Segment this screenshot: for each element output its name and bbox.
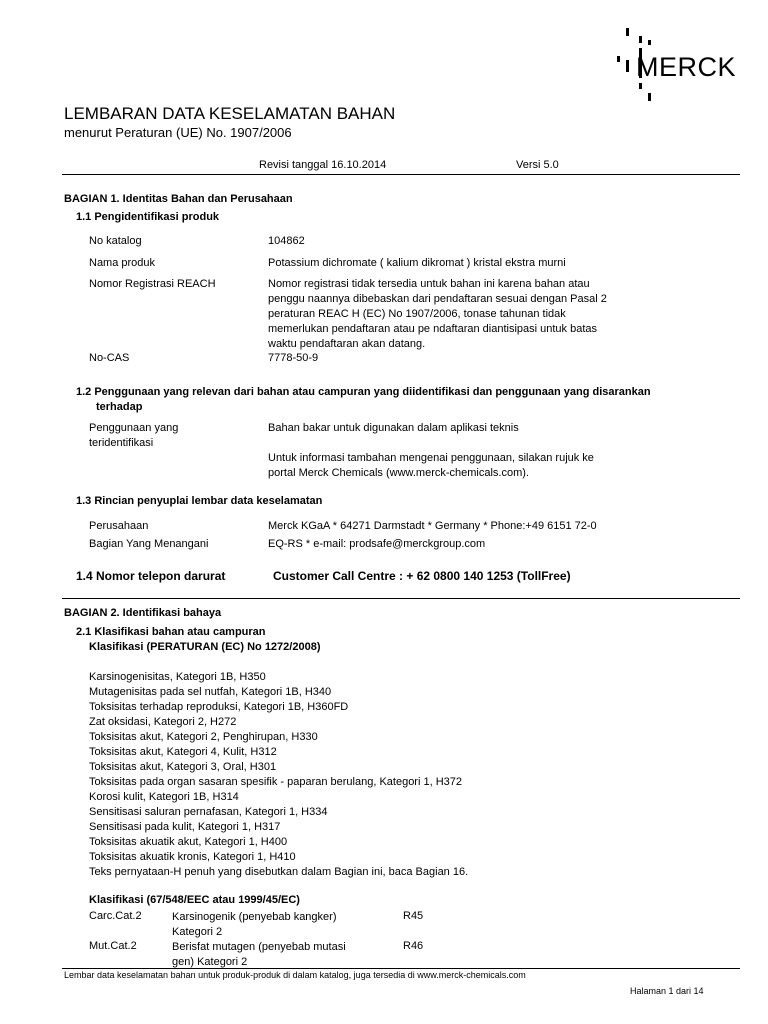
section-2-1-subheading: Klasifikasi (PERATURAN (EC) No 1272/2008) [89,641,321,653]
logo-dot [639,83,642,89]
company-label: Perusahaan [89,520,149,532]
logo-dot [648,40,651,45]
document-title: LEMBARAN DATA KESELAMATAN BAHAN [64,104,396,123]
section-1-4-heading: 1.4 Nomor telepon darurat [76,569,226,583]
eec-risk: R45 [403,910,424,922]
logo-dot [626,60,629,72]
use-info-line: Untuk informasi tambahan mengenai penggunaan, silakan rujuk ke [268,452,594,464]
eec-desc-line: gen) Kategori 2 [172,956,248,968]
logo-dot [626,28,629,36]
product-name-value: Potassium dichromate ( kalium dikromat ) kristal ekstra murni [268,257,566,269]
catalog-value: 104862 [268,235,305,247]
company-value: Merck KGaA * 64271 Darmstadt * Germany * Phone:+49 6151 72-0 [268,520,597,532]
list-item: Mutagenisitas pada sel nutfah, Kategori 1B, H340 [89,686,332,698]
use-info-line: portal Merck Chemicals (www.merck-chemicals.com). [268,467,529,479]
logo-wordmark: MERCK [636,52,737,82]
eec-heading: Klasifikasi (67/548/EEC atau 1999/45/EC) [89,894,300,906]
use-label-line: teridentifikasi [89,437,154,449]
reach-line: memerlukan pendaftaran atau pe ndaftaran diantisipasi untuk batas [268,323,597,335]
catalog-label: No katalog [89,235,142,247]
list-item: Sensitisasi pada kulit, Kategori 1, H317 [89,821,281,833]
list-item: Sensitisasi saluran pernafasan, Kategori 1, H334 [89,806,328,818]
classification-list [89,670,462,865]
section-1-1-heading: 1.1 Pengidentifikasi produk [76,211,220,223]
logo-dot [639,36,642,43]
use-label [89,421,259,451]
reach-line: Nomor registrasi tidak tersedia untuk bahan ini karena bahan atau [268,278,590,290]
cas-label: No-CAS [89,352,130,364]
eec-desc-line: Karsinogenik (penyebab kangker) [172,911,337,923]
list-item: Toksisitas akut, Kategori 4, Kulit, H312 [89,746,277,758]
list-item: Korosi kulit, Kategori 1B, H314 [89,791,239,803]
reach-line: waktu pendaftaran akan datang. [268,338,426,350]
page-number: Halaman 1 dari 14 [630,986,704,996]
revision-date: Revisi tanggal 16.10.2014 [259,159,387,171]
eec-desc-line: Kategori 2 [172,926,223,938]
divider [62,968,740,969]
list-item: Toksisitas pada organ sasaran spesifik - paparan berulang, Kategori 1, H372 [89,776,463,788]
eec-desc-line: Berisfat mutagen (penyebab mutasi [172,941,346,953]
section-2-1-heading: 2.1 Klasifikasi bahan atau campuran [76,626,266,638]
eec-desc [172,910,337,940]
reach-label: Nomor Registrasi REACH [89,278,216,290]
divider [62,598,740,599]
department-value: EQ-RS * e-mail: prodsafe@merckgroup.com [268,538,486,550]
section-1-3-heading: 1.3 Rincian penyuplai lembar data keselamatan [76,495,323,507]
eec-code: Mut.Cat.2 [89,940,137,952]
reach-line: peraturan REAC H (EC) No 1907/2006, tonase tahunan tidak [268,308,566,320]
reach-line: penggu naannya dibebaskan dari pendaftaran sesuai dengan Pasal 2 [268,293,607,305]
logo-dot [648,93,651,101]
list-item: Toksisitas akut, Kategori 2, Penghirupan, H330 [89,731,318,743]
logo-dot [617,56,620,62]
cas-value: 7778-50-9 [268,352,319,364]
list-item: Zat oksidasi, Kategori 2, H272 [89,716,237,728]
divider [62,174,740,175]
section-1-2-heading-cont: terhadap [96,401,143,413]
document-subtitle: menurut Peraturan (UE) No. 1907/2006 [64,125,292,140]
eec-desc [172,940,346,970]
use-label-line: Penggunaan yang [89,422,179,434]
eec-code: Carc.Cat.2 [89,910,142,922]
use-value: Bahan bakar untuk digunakan dalam aplikasi teknis [268,422,519,434]
list-item: Toksisitas terhadap reproduksi, Kategori 1B, H360FD [89,701,349,713]
section-2-heading: BAGIAN 2. Identifikasi bahaya [64,607,222,619]
h-statement-note: Teks pernyataan-H penuh yang disebutkan dalam Bagian ini, baca Bagian 16. [89,866,469,878]
footer-text: Lembar data keselamatan bahan untuk produk-produk di dalam katalog, juga tersedia di www.merck-chemicals.com [64,970,526,980]
list-item: Toksisitas akuatik akut, Kategori 1, H400 [89,836,288,848]
list-item: Toksisitas akut, Kategori 3, Oral, H301 [89,761,277,773]
section-1-2-heading: 1.2 Penggunaan yang relevan dari bahan atau campuran yang diidentifikasi dan penggunaan yang disarankan [76,386,651,398]
product-name-label: Nama produk [89,257,156,269]
emergency-phone: Customer Call Centre : + 62 0800 140 1253 (TollFree) [273,569,571,583]
eec-risk: R46 [403,940,424,952]
section-1-heading: BAGIAN 1. Identitas Bahan dan Perusahaan [64,193,293,205]
list-item: Toksisitas akuatik kronis, Kategori 1, H410 [89,851,296,863]
use-info [268,451,668,481]
department-label: Bagian Yang Menangani [89,538,209,550]
version: Versi 5.0 [516,159,559,171]
reach-value [268,277,668,352]
list-item: Karsinogenisitas, Kategori 1B, H350 [89,671,266,683]
